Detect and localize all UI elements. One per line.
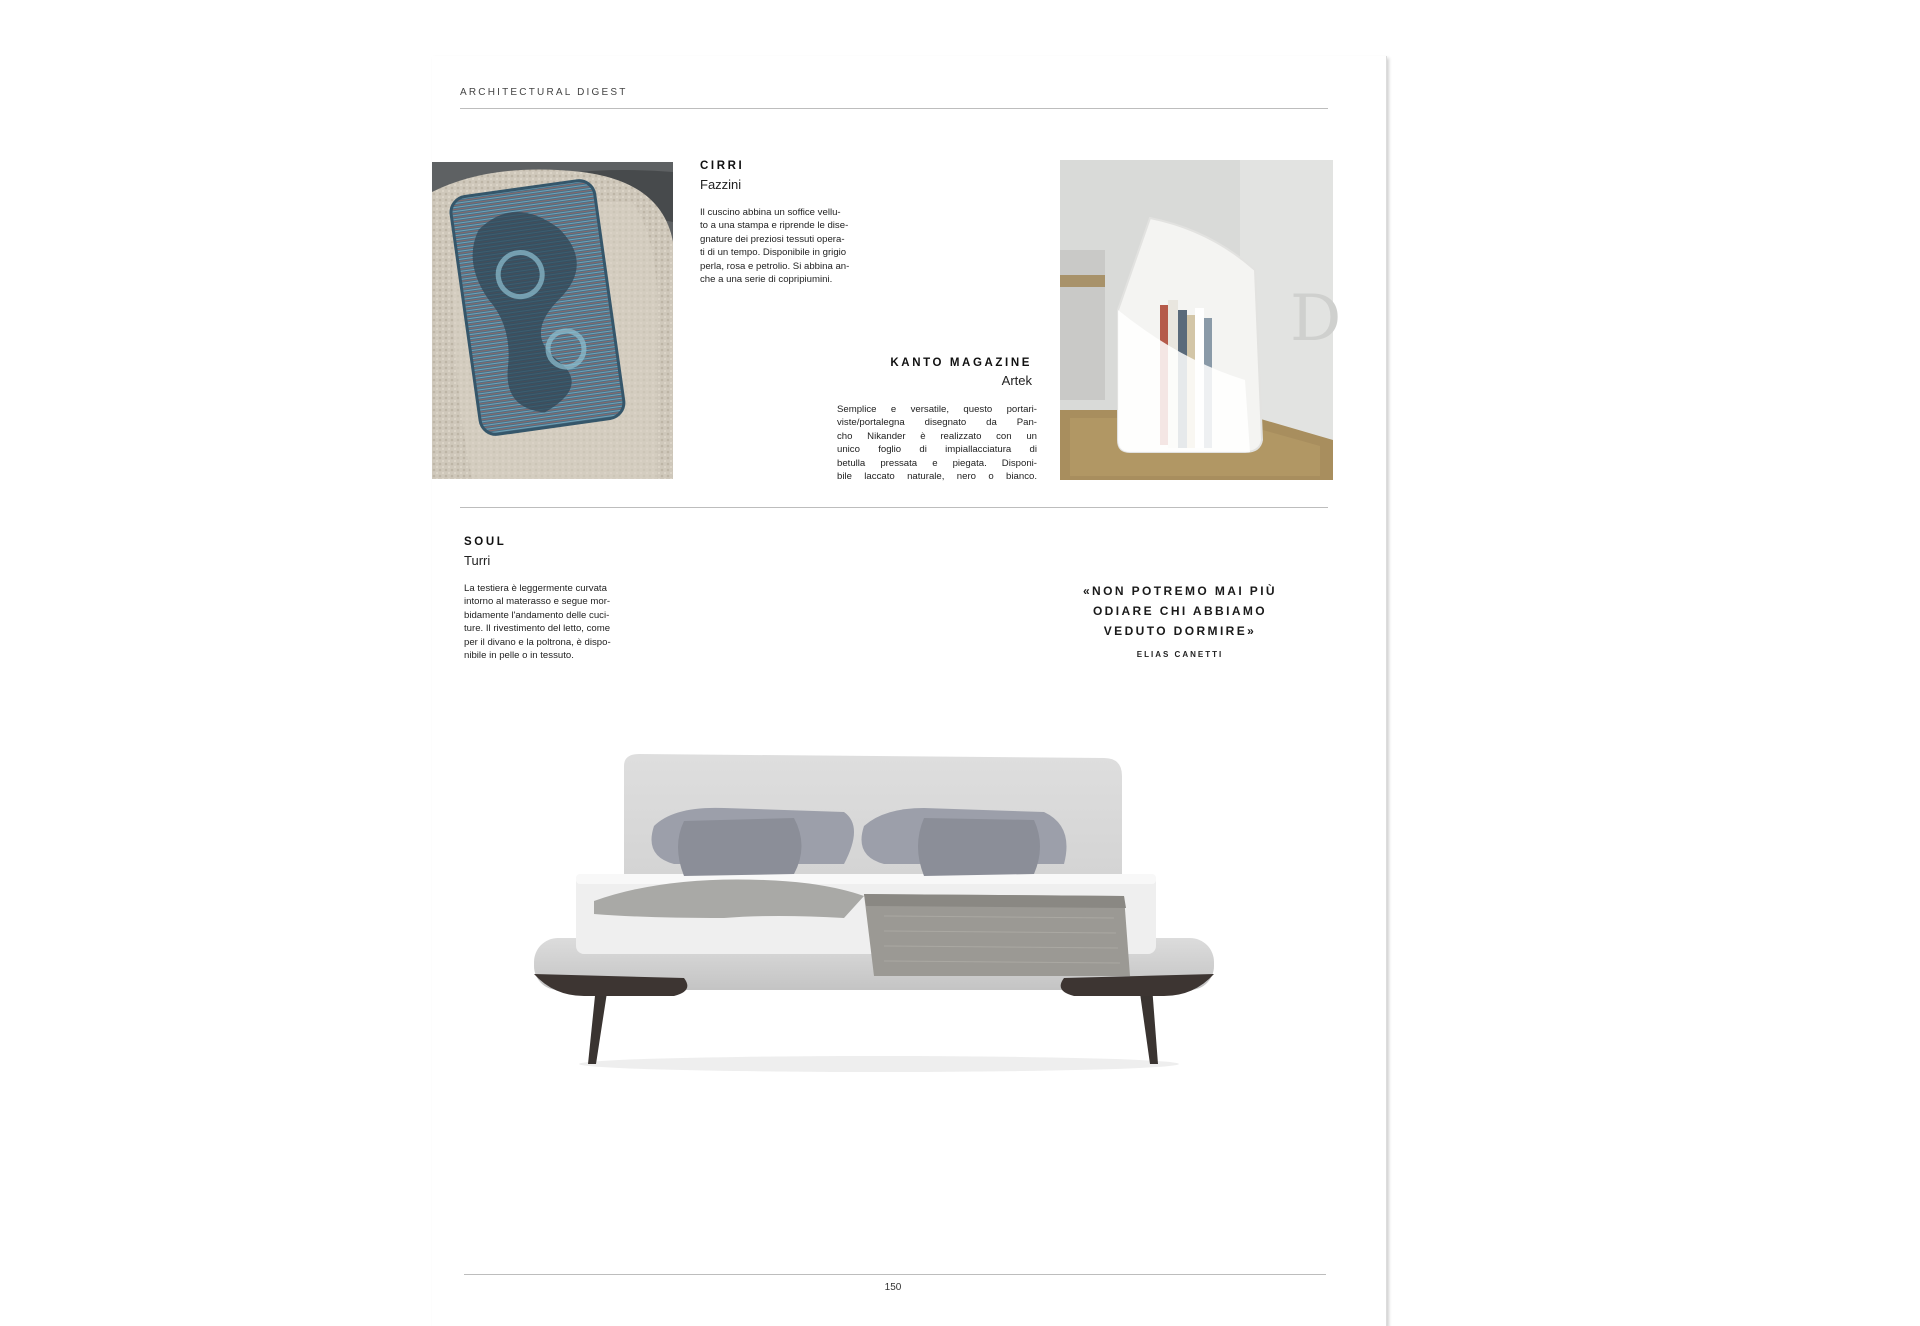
magazine-rack-photo [1060, 160, 1342, 480]
brand-artek: Artek [1001, 373, 1032, 388]
text-line: nibile in pelle o in tessuto. [464, 650, 574, 662]
text-line: bile laccato naturale, nero o bianco. [837, 471, 1037, 483]
text-line: gnature dei preziosi tessuti opera- [700, 233, 845, 245]
text-line: Il cuscino abbina un soffice vellu- [700, 207, 841, 218]
quote-author: ELIAS CANETTI [1136, 650, 1224, 659]
product-name-soul: SOUL [464, 536, 507, 548]
description-kanto [837, 403, 1037, 483]
brand-turri: Turri [464, 553, 491, 568]
quote-line: ODIARE CHI ABBIAMO [1092, 604, 1268, 618]
pull-quote [1030, 581, 1330, 641]
text-line: La testiera è leggermente curvata [464, 583, 607, 594]
footer-rule [464, 1274, 1326, 1275]
text-line: Semplice e versatile, questo portari- [837, 404, 1037, 415]
page-number: 150 [884, 1282, 902, 1293]
description-soul [464, 582, 674, 662]
quote-line: «NON POTREMO MAI PIÙ [1082, 584, 1277, 598]
brand-fazzini: Fazzini [700, 177, 742, 192]
product-name-kanto: KANTO MAGAZINE [890, 357, 1032, 369]
header-rule [460, 108, 1328, 109]
magazine-page [432, 56, 1387, 1326]
bed-photo [524, 746, 1224, 1076]
running-head: ARCHITECTURAL DIGEST [460, 87, 628, 98]
text-line: perla, rosa e petrolio. Si abbina an- [700, 260, 850, 272]
product-name-cirri: CIRRI [700, 160, 745, 172]
cushion-photo [432, 162, 673, 479]
text-line: ture. Il rivestimento del letto, come [464, 623, 611, 635]
description-cirri [700, 206, 950, 286]
quote-line: VEDUTO DORMIRE» [1103, 624, 1257, 638]
text-line: betulla pressata e piegata. Disponi- [837, 457, 1037, 469]
text-line: unico foglio di impiallacciatura di [837, 444, 1037, 456]
text-line: ti di un tempo. Disponibile in grigio [700, 247, 847, 259]
text-line: per il divano e la poltrona, è dispo- [464, 636, 611, 648]
text-line: to a una stampa e riprende le dise- [700, 220, 849, 232]
text-line: viste/portalegna disegnato da Pan- [837, 417, 1037, 429]
section-rule [460, 507, 1328, 508]
text-line: cho Nikander è realizzato con un [837, 430, 1037, 442]
text-line: che a una serie di copripiumini. [700, 274, 833, 286]
text-line: bidamente l'andamento delle cuci- [464, 609, 610, 621]
text-line: intorno al materasso e segue mor- [464, 596, 611, 608]
svg-text:D: D [1290, 282, 1342, 356]
